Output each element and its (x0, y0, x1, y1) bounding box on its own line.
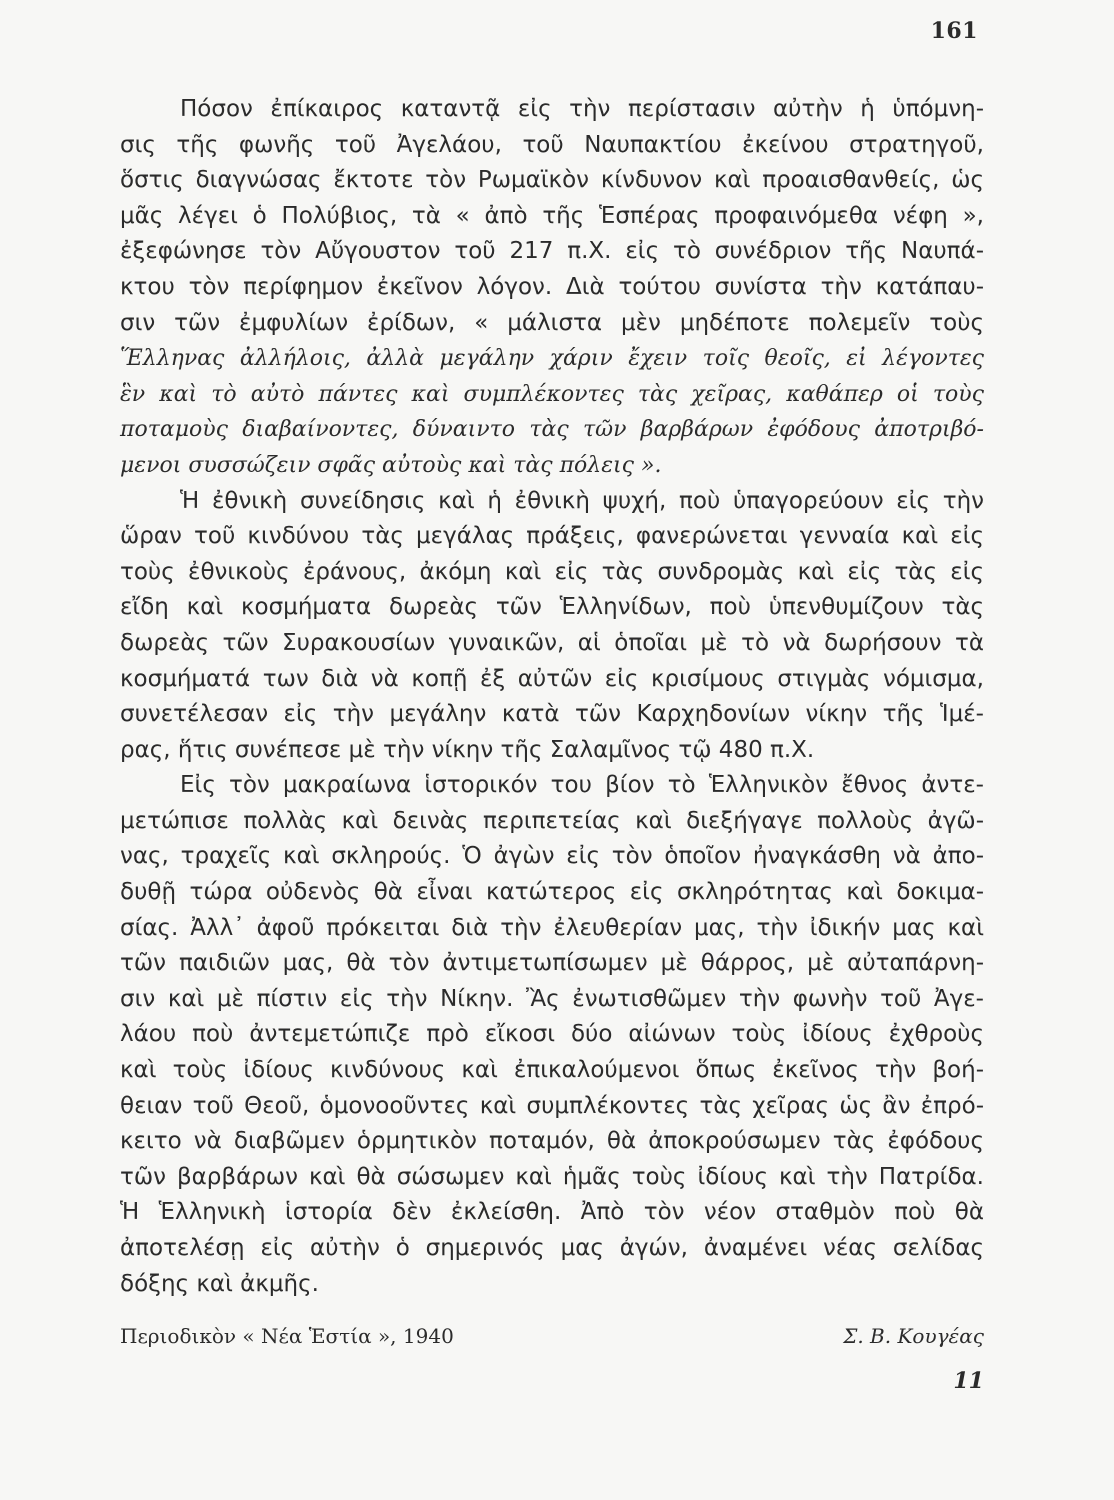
text-line: δωρεὰς τῶν Συρακουσίων γυναικῶν, αἱ ὁποῖαι μὲ τὸ νὰ δωρήσουν τὰ (120, 629, 984, 656)
page-number: 161 (930, 18, 978, 44)
text-line: ἐξεφώνησε τὸν Αὔγουστον τοῦ 217 π.Χ. εἰς τὸ συνέδριον τῆς Ναυπά- (120, 238, 984, 265)
quote-line: ποταμοὺς διαβαίνοντες, δύναιντο τὰς τῶν βαρβάρων ἐφόδους ἀποτριβό- (120, 417, 984, 443)
citation-row (120, 1324, 984, 1348)
text-line: μετώπισε πολλὰς καὶ δεινὰς περιπετείας καὶ διεξήγαγε πολλοὺς ἀγῶ- (120, 807, 984, 834)
signature-mark: 11 (953, 1368, 984, 1394)
text-line: ἀποτελέσῃ εἰς αὐτὴν ὁ σημερινός μας ἀγών, ἀναμένει νέας σελίδας (120, 1235, 984, 1261)
text-line: Ἡ Ἑλληνικὴ ἱστορία δὲν ἐκλείσθη. Ἀπὸ τὸν νέον σταθμὸν ποὺ θὰ (120, 1199, 984, 1226)
text-line: λάου ποὺ ἀντεμετώπιζε πρὸ εἴκοσι δύο αἰώνων τοὺς ἰδίους ἐχθροὺς (120, 1021, 984, 1048)
text-line: Εἰς τὸν μακραίωνα ἱστορικόν του βίον τὸ Ἑλληνικὸν ἔθνος ἀντε- (180, 772, 984, 799)
text-line: νας, τραχεῖς καὶ σκληρούς. Ὁ ἀγὼν εἰς τὸν ὁποῖον ἠναγκάσθη νὰ ἀπο- (120, 843, 984, 870)
source-citation: Περιοδικὸν « Νέα Ἑστία », 1940 (120, 1324, 454, 1348)
text-line: δυθῇ τώρα οὐδενὸς θὰ εἶναι κατώτερος εἰς σκληρότητας καὶ δοκιμα- (120, 879, 984, 906)
text-line: σιν τῶν ἐμφυλίων ἐρίδων, « μάλιστα μὲν μηδέποτε πολεμεῖν τοὺς (120, 309, 984, 336)
quote-line: Ἕλληνας ἀλλήλοις, ἀλλὰ μεγάλην χάριν ἔχειν τοῖς θεοῖς, εἰ λέγοντες (120, 346, 984, 372)
author-name: Σ. Β. Κουγέας (843, 1324, 984, 1348)
text-line: δόξης καὶ ἀκμῆς. (120, 1270, 319, 1297)
text-line: τῶν παιδιῶν μας, θὰ τὸν ἀντιμετωπίσωμεν μὲ θάρρος, μὲ αὐταπάρνη- (120, 950, 984, 977)
text-line: θειαν τοῦ Θεοῦ, ὁμονοοῦντες καὶ συμπλέκοντες τὰς χεῖρας ὡς ἂν ἐπρό- (120, 1092, 984, 1119)
quote-line: ἓν καὶ τὸ αὐτὸ πάντες καὶ συμπλέκοντες τὰς χεῖρας, καθάπερ οἱ τοὺς (120, 381, 984, 407)
text-line: σις τῆς φωνῆς τοῦ Ἀγελάου, τοῦ Ναυπακτίου ἐκείνου στρατηγοῦ, (120, 131, 984, 158)
text-line: σιν καὶ μὲ πίστιν εἰς τὴν Νίκην. Ἂς ἐνωτισθῶμεν τὴν φωνὴν τοῦ Ἀγε- (120, 985, 984, 1012)
article-body (120, 92, 984, 1302)
text-line: Πόσον ἐπίκαιρος καταντᾷ εἰς τὴν περίστασιν αὐτὴν ἡ ὑπόμνη- (180, 96, 984, 122)
text-line: ὥραν τοῦ κινδύνου τὰς μεγάλας πράξεις, φανερώνεται γενναία καὶ εἰς (120, 523, 984, 550)
text-line: ρας, ἥτις συνέπεσε μὲ τὴν νίκην τῆς Σαλαμῖνος τῷ 480 π.Χ. (120, 736, 815, 763)
text-line: κειτο νὰ διαβῶμεν ὁρμητικὸν ποταμόν, θὰ ἀποκρούσωμεν τὰς ἐφόδους (120, 1128, 984, 1155)
text-line: κοσμήματά των διὰ νὰ κοπῇ ἐξ αὐτῶν εἰς κρισίμους στιγμὰς νόμισμα, (120, 665, 984, 692)
text-line: καὶ τοὺς ἰδίους κινδύνους καὶ ἐπικαλούμενοι ὅπως ἐκεῖνος τὴν βοή- (120, 1057, 984, 1084)
text-line: συνετέλεσαν εἰς τὴν μεγάλην κατὰ τῶν Καρχηδονίων νίκην τῆς Ἱμέ- (120, 701, 984, 728)
text-line: μᾶς λέγει ὁ Πολύβιος, τὰ « ἀπὸ τῆς Ἑσπέρας προφαινόμεθα νέφη », (120, 202, 984, 229)
text-line: τῶν βαρβάρων καὶ θὰ σώσωμεν καὶ ἡμᾶς τοὺς ἰδίους καὶ τὴν Πατρίδα. (120, 1163, 984, 1190)
text-line: κτου τὸν περίφημον ἐκεῖνον λόγον. Διὰ τούτου συνίστα τὴν κατάπαυ- (120, 273, 984, 300)
text-line: ὅστις διαγνώσας ἔκτοτε τὸν Ρωμαϊκὸν κίνδυνον καὶ προαισθανθείς, ὡς (120, 167, 984, 194)
quote-line: μενοι συσσώζειν σφᾶς αὐτοὺς καὶ τὰς πόλεις ». (120, 452, 662, 478)
text-line: τοὺς ἐθνικοὺς ἐράνους, ἀκόμη καὶ εἰς τὰς συνδρομὰς καὶ εἰς τὰς εἰς (120, 558, 984, 585)
text-line: Ἡ ἐθνικὴ συνείδησις καὶ ἡ ἐθνικὴ ψυχή, ποὺ ὑπαγορεύουν εἰς τὴν (180, 487, 984, 514)
text-line: σίας. Ἀλλ᾽ ἀφοῦ πρόκειται διὰ τὴν ἐλευθερίαν μας, τὴν ἰδικήν μας καὶ (120, 914, 984, 941)
text-line: εἴδη καὶ κοσμήματα δωρεὰς τῶν Ἑλληνίδων, ποὺ ὑπενθυμίζουν τὰς (120, 594, 984, 621)
